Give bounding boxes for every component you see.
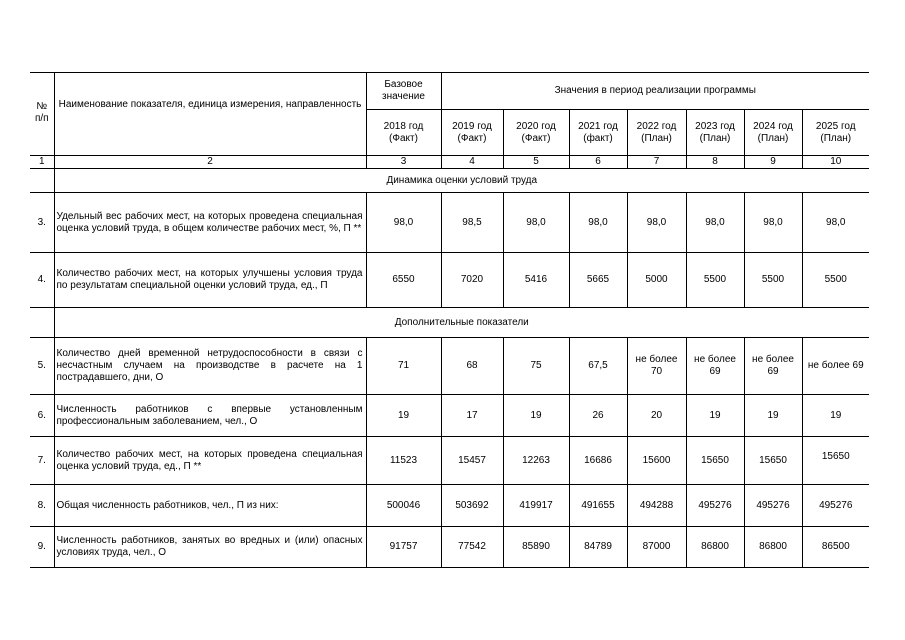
row-num: 4. (30, 253, 54, 308)
row-value: 26 (569, 395, 627, 437)
table-row (30, 253, 869, 308)
row-value: 86500 (802, 527, 869, 568)
row-value: 16686 (569, 437, 627, 485)
row-value: 500046 (366, 485, 441, 527)
row-value: 503692 (441, 485, 503, 527)
column-number: 8 (686, 156, 744, 169)
row-value: 84789 (569, 527, 627, 568)
row-value: 15650 (744, 437, 802, 485)
header-year: 2024 год (План) (744, 110, 802, 156)
column-number: 1 (30, 156, 54, 169)
row-value: 98,0 (503, 193, 569, 253)
row-num: 3. (30, 193, 54, 253)
row-value: 12263 (503, 437, 569, 485)
row-value: 11523 (366, 437, 441, 485)
row-value: не более 69 (802, 338, 869, 395)
row-value: 19 (503, 395, 569, 437)
row-num: 9. (30, 527, 54, 568)
row-value: 98,0 (366, 193, 441, 253)
row-value: 19 (802, 395, 869, 437)
row-value: 7020 (441, 253, 503, 308)
section-spacer (30, 308, 54, 338)
row-value: 15457 (441, 437, 503, 485)
row-value: 5500 (686, 253, 744, 308)
row-value: 494288 (627, 485, 686, 527)
row-value: 98,0 (744, 193, 802, 253)
section-spacer (30, 169, 54, 193)
row-num: 8. (30, 485, 54, 527)
row-name: Количество рабочих мест, на которых проведена специальная оценка условий труда, ед., П ** (54, 437, 366, 485)
header-year: 2019 год (Факт) (441, 110, 503, 156)
column-number: 5 (503, 156, 569, 169)
row-value: 5500 (802, 253, 869, 308)
row-value: 91757 (366, 527, 441, 568)
row-value: 15650 (802, 437, 869, 485)
row-value: 5500 (744, 253, 802, 308)
column-number: 10 (802, 156, 869, 169)
row-name: Количество рабочих мест, на которых улучшены условия труда по результатам специальной оценки условий труда, ед., П (54, 253, 366, 308)
header-num: № п/п (30, 73, 54, 156)
header-year: 2018 год (Факт) (366, 110, 441, 156)
row-value: 491655 (569, 485, 627, 527)
row-num: 7. (30, 437, 54, 485)
column-number: 7 (627, 156, 686, 169)
row-value: 77542 (441, 527, 503, 568)
row-value: 495276 (744, 485, 802, 527)
row-value: 15650 (686, 437, 744, 485)
header-year: 2021 год (факт) (569, 110, 627, 156)
header-period: Значения в период реализации программы (441, 73, 869, 110)
row-value: 85890 (503, 527, 569, 568)
table-row (30, 395, 869, 437)
table-row (30, 338, 869, 395)
row-value: 15600 (627, 437, 686, 485)
section-row (30, 308, 869, 338)
header-year: 2025 год (План) (802, 110, 869, 156)
row-value: 98,5 (441, 193, 503, 253)
row-value: 68 (441, 338, 503, 395)
row-value: 71 (366, 338, 441, 395)
row-num: 6. (30, 395, 54, 437)
column-number: 2 (54, 156, 366, 169)
table-row (30, 527, 869, 568)
row-value: 5000 (627, 253, 686, 308)
row-value: 75 (503, 338, 569, 395)
column-number: 9 (744, 156, 802, 169)
section-title-additional: Дополнительные показатели (54, 308, 869, 338)
row-value: не более 69 (744, 338, 802, 395)
row-value: 19 (366, 395, 441, 437)
section-title-dynamics: Динамика оценки условий труда (54, 169, 869, 193)
row-value: 67,5 (569, 338, 627, 395)
indicators-table (30, 72, 869, 568)
header-base: Базовое значение (366, 73, 441, 110)
row-name: Численность работников, занятых во вредных и (или) опасных условиях труда, чел., О (54, 527, 366, 568)
column-number: 4 (441, 156, 503, 169)
row-name: Общая численность работников, чел., П из них: (54, 485, 366, 527)
row-name: Количество дней временной нетрудоспособности в связи с несчастным случаем на производстве в расчете на 1 пострадавшего, дни, О (54, 338, 366, 395)
row-value: 20 (627, 395, 686, 437)
row-value: 5665 (569, 253, 627, 308)
table-row (30, 485, 869, 527)
row-value: 495276 (802, 485, 869, 527)
row-value: 17 (441, 395, 503, 437)
row-value: 86800 (744, 527, 802, 568)
row-value: 98,0 (627, 193, 686, 253)
row-value: 5416 (503, 253, 569, 308)
row-value: 98,0 (802, 193, 869, 253)
header-year: 2023 год (План) (686, 110, 744, 156)
row-value: 19 (744, 395, 802, 437)
row-value: 98,0 (569, 193, 627, 253)
row-value: не более 70 (627, 338, 686, 395)
row-value: не более 69 (686, 338, 744, 395)
section-row (30, 169, 869, 193)
table-row (30, 193, 869, 253)
table-row (30, 437, 869, 485)
header-year: 2020 год (Факт) (503, 110, 569, 156)
header-name: Наименование показателя, единица измерения, направленность (54, 73, 366, 156)
row-name: Удельный вес рабочих мест, на которых проведена специальная оценка условий труда, в общем количестве рабочих мест, %, П ** (54, 193, 366, 253)
row-value: 98,0 (686, 193, 744, 253)
row-name: Численность работников с впервые установленным профессиональным заболеванием, чел., О (54, 395, 366, 437)
column-number: 6 (569, 156, 627, 169)
row-value: 19 (686, 395, 744, 437)
column-numbers-row (30, 156, 869, 169)
header-year: 2022 год (План) (627, 110, 686, 156)
row-value: 419917 (503, 485, 569, 527)
row-value: 495276 (686, 485, 744, 527)
column-number: 3 (366, 156, 441, 169)
row-value: 86800 (686, 527, 744, 568)
header-row-1 (30, 73, 869, 110)
row-value: 87000 (627, 527, 686, 568)
row-value: 6550 (366, 253, 441, 308)
row-num: 5. (30, 338, 54, 395)
